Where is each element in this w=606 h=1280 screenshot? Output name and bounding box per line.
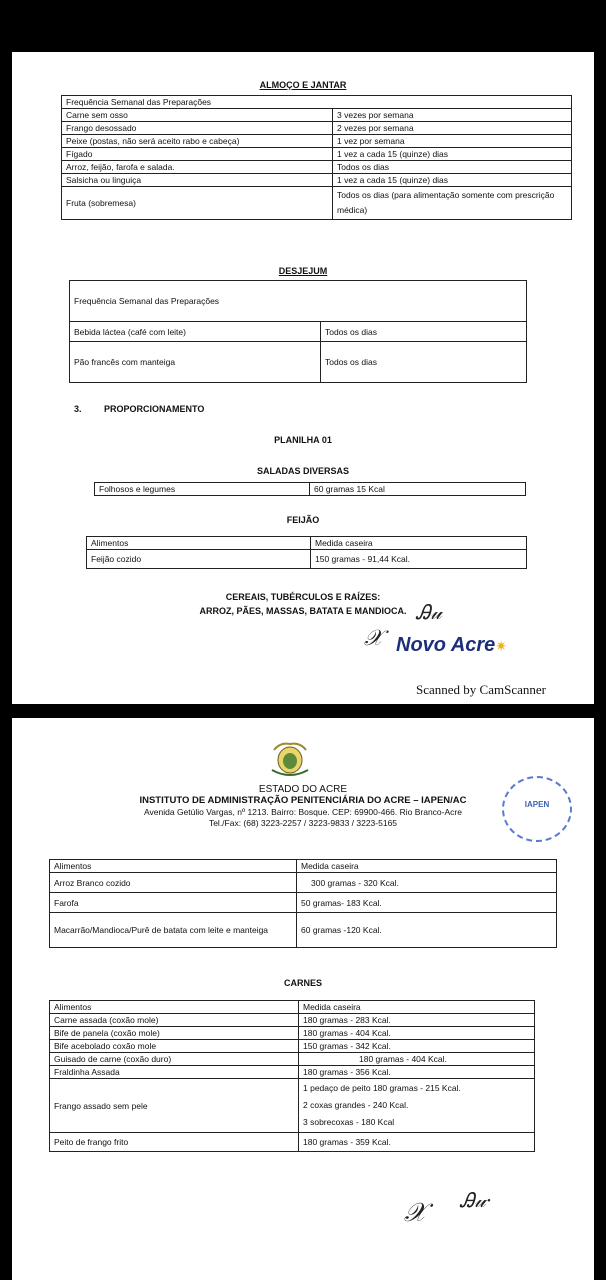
table-cell: Todos os dias <box>321 322 527 342</box>
table-cell: Bebida láctea (café com leite) <box>70 322 321 342</box>
desjejum-title: DESJEJUM <box>278 266 328 276</box>
table-header-row <box>50 860 557 873</box>
table-cell: 1 vez a cada 15 (quinze) dias <box>333 148 572 161</box>
desjejum-header: Frequência Semanal das Preparações <box>70 281 527 322</box>
table-row <box>50 893 557 913</box>
table-row <box>62 135 572 148</box>
coat-of-arms-icon <box>268 740 312 778</box>
table-row <box>62 187 572 220</box>
table-cell: Todos os dias <box>333 161 572 174</box>
column-header: Alimentos <box>50 1001 299 1014</box>
table-row <box>62 122 572 135</box>
signature-mark: 𝒳 <box>364 626 383 651</box>
table-row <box>62 174 572 187</box>
table-cell: 3 vezes por semana <box>333 109 572 122</box>
table-row <box>50 1133 535 1152</box>
column-header: Medida caseira <box>299 1001 535 1014</box>
table-cell: 180 gramas - 283 Kcal. <box>299 1014 535 1027</box>
table-row <box>50 1040 535 1053</box>
initials-signature: Ꭿ𝓊 <box>416 600 442 624</box>
document-page-2 <box>12 718 594 1280</box>
table-cell: Frango assado sem pele <box>50 1079 299 1133</box>
frango-value: 3 sobrecoxas - 180 Kcal <box>303 1117 395 1127</box>
table-cell: Fígado <box>62 148 333 161</box>
table-row <box>95 483 526 496</box>
table-cell: 180 gramas - 359 Kcal. <box>299 1133 535 1152</box>
table-row <box>62 161 572 174</box>
section-number: 3. <box>74 404 82 414</box>
table-header-row <box>50 1001 535 1014</box>
table-row <box>70 322 527 342</box>
stamp-text: IAPEN <box>524 800 550 809</box>
almoco-header: Frequência Semanal das Preparações <box>62 96 572 109</box>
table-row <box>62 109 572 122</box>
desjejum-table <box>69 280 527 383</box>
table-row <box>50 913 557 948</box>
table-cell: Guisado de carne (coxão duro) <box>50 1053 299 1066</box>
column-header: Medida caseira <box>311 537 527 550</box>
table-row <box>70 342 527 383</box>
header-address: Avenida Getúlio Vargas, nº 1213. Bairro: Bosque. CEP: 69900-466. Rio Branco-Acre <box>144 807 462 817</box>
table-cell: Carne assada (coxão mole) <box>50 1014 299 1027</box>
table-cell: 1 vez a cada 15 (quinze) dias <box>333 174 572 187</box>
header-phone: Tel./Fax: (68) 3223-2257 / 3223-9833 / 3223-5165 <box>208 818 398 828</box>
official-stamp <box>502 776 572 842</box>
brand-text: Novo Acre <box>396 634 496 656</box>
column-header: Alimentos <box>50 860 297 873</box>
table-row <box>62 148 572 161</box>
table-cell: Feijão cozido <box>87 550 311 569</box>
table-cell: 150 gramas - 342 Kcal. <box>299 1040 535 1053</box>
cereais-table <box>49 859 557 948</box>
feijao-table <box>86 536 527 569</box>
almoco-title: ALMOÇO E JANTAR <box>259 80 347 90</box>
table-cell: 60 gramas 15 Kcal <box>310 483 526 496</box>
initials-signature: Ꭿ𝓊· <box>460 1188 493 1212</box>
frango-value: 2 coxas grandes - 240 Kcal. <box>303 1100 409 1110</box>
table-cell: Fraldinha Assada <box>50 1066 299 1079</box>
table-cell: 60 gramas -120 Kcal. <box>297 913 557 948</box>
table-cell: 2 vezes por semana <box>333 122 572 135</box>
feijao-title: FEIJÃO <box>286 515 320 525</box>
table-cell: Frango desossado <box>62 122 333 135</box>
table-row <box>50 1079 535 1133</box>
carnes-table <box>49 1000 535 1152</box>
table-cell: Salsicha ou linguiça <box>62 174 333 187</box>
column-header: Medida caseira <box>297 860 557 873</box>
table-cell: Peixe (postas, não será aceito rabo e cabeça) <box>62 135 333 148</box>
section-title: PROPORCIONAMENTO <box>104 404 205 414</box>
table-row <box>50 1014 535 1027</box>
scanner-footer <box>12 658 594 704</box>
table-cell: Pão francês com manteiga <box>70 342 321 383</box>
table-cell: Todos os dias <box>321 342 527 383</box>
table-cell: Macarrão/Mandioca/Purê de batata com leite e manteiga <box>50 913 297 948</box>
almoco-table <box>61 95 572 220</box>
table-cell: 180 gramas - 404 Kcal. <box>299 1053 535 1066</box>
cereais-heading-line1: CEREAIS, TUBÉRCULOS E RAÍZES: <box>225 592 381 602</box>
signature-mark: 𝒳 <box>404 1198 427 1228</box>
table-row <box>87 550 527 569</box>
cereais-heading-line2: ARROZ, PÃES, MASSAS, BATATA E MANDIOCA. <box>199 606 407 616</box>
table-header-row <box>87 537 527 550</box>
table-row <box>50 1066 535 1079</box>
table-row <box>50 1053 535 1066</box>
table-cell: Fruta (sobremesa) <box>62 187 333 220</box>
novo-acre-logo <box>396 634 507 657</box>
table-cell: Bife de panela (coxão mole) <box>50 1027 299 1040</box>
table-cell: 300 gramas - 320 Kcal. <box>297 873 557 893</box>
table-cell: Folhosos e legumes <box>95 483 310 496</box>
table-cell <box>299 1079 535 1133</box>
carnes-title: CARNES <box>283 978 322 988</box>
table-row <box>50 1027 535 1040</box>
table-cell: 150 gramas - 91,44 Kcal. <box>311 550 527 569</box>
saladas-table <box>94 482 526 496</box>
table-cell: Peito de frango frito <box>50 1133 299 1152</box>
table-cell: Todos os dias (para alimentação somente com prescrição médica) <box>333 187 572 220</box>
document-page-1 <box>12 52 594 704</box>
planilha-title: PLANILHA 01 <box>274 435 332 445</box>
table-cell: Arroz Branco cozido <box>50 873 297 893</box>
scanner-watermark: Scanned by CamScanner <box>416 682 546 697</box>
table-cell: Bife acebolado coxão mole <box>50 1040 299 1053</box>
table-cell: 50 gramas- 183 Kcal. <box>297 893 557 913</box>
table-cell: 180 gramas - 404 Kcal. <box>299 1027 535 1040</box>
header-state: ESTADO DO ACRE <box>258 784 348 795</box>
saladas-title: SALADAS DIVERSAS <box>256 466 349 476</box>
column-header: Alimentos <box>87 537 311 550</box>
table-cell: Farofa <box>50 893 297 913</box>
header-institute: INSTITUTO DE ADMINISTRAÇÃO PENITENCIÁRIA DO ACRE – IAPEN/AC <box>139 795 467 806</box>
table-cell: 180 gramas - 356 Kcal. <box>299 1066 535 1079</box>
star-icon: ✷ <box>495 638 508 654</box>
table-cell: Carne sem osso <box>62 109 333 122</box>
table-row <box>50 873 557 893</box>
table-cell: 1 vez por semana <box>333 135 572 148</box>
table-cell: Arroz, feijão, farofa e salada. <box>62 161 333 174</box>
frango-value: 1 pedaço de peito 180 gramas - 215 Kcal. <box>303 1083 461 1093</box>
